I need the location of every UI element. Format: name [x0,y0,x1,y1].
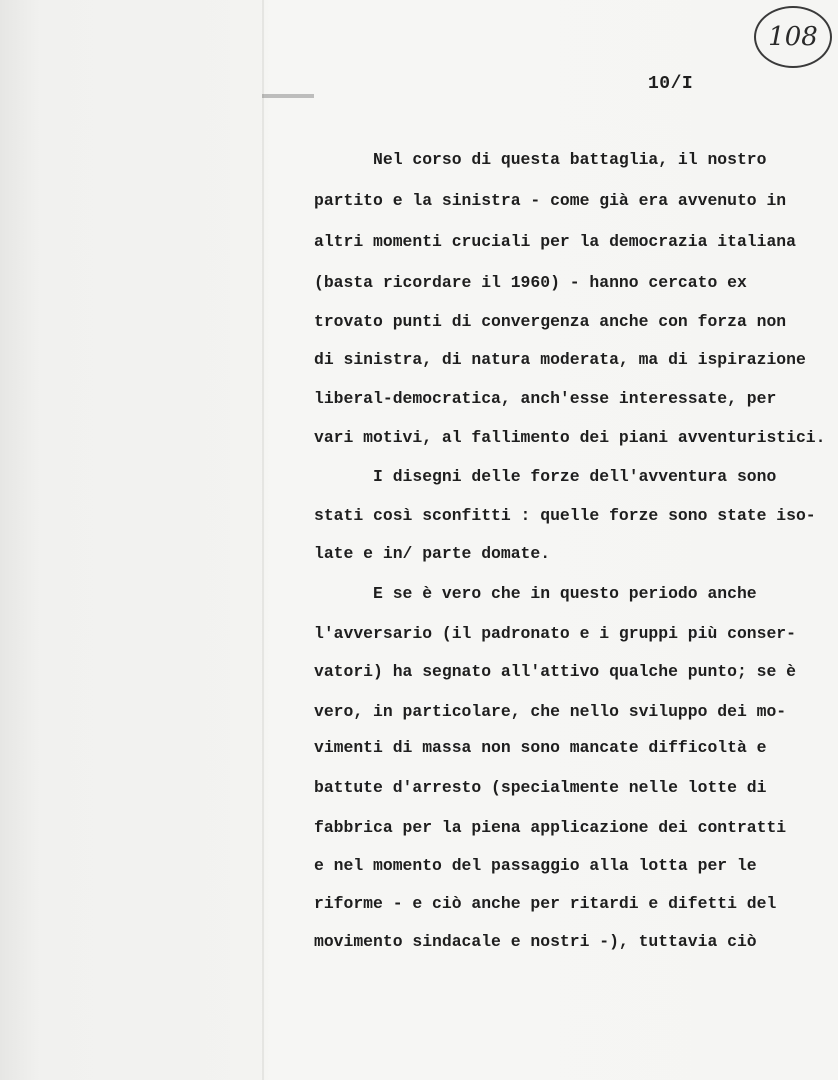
page-fold-shadow [262,0,264,1080]
page-number-stamp [754,6,832,68]
margin-tick-mark [262,94,314,98]
text-line: Nel corso di questa battaglia, il nostro [314,150,767,169]
page-reference: 10/I [648,74,694,94]
text-line: di sinistra, di natura moderata, ma di ispirazione [314,350,806,369]
text-line: (basta ricordare il 1960) - hanno cercato ex [314,273,747,292]
page-number-stamp-text: 108 [768,22,818,52]
text-line: l'avversario (il padronato e i gruppi più conser- [314,624,796,643]
text-line: movimento sindacale e nostri -), tuttavia ciò [314,932,757,951]
text-line: vero, in particolare, che nello sviluppo dei mo- [314,702,787,721]
text-line: vatori) ha segnato all'attivo qualche punto; se è [314,662,796,681]
text-line: vari motivi, al fallimento dei piani avventuristici. [314,428,826,447]
text-line: e nel momento del passaggio alla lotta per le [314,856,757,875]
text-line: E se è vero che in questo periodo anche [314,584,757,603]
text-line: stati così sconfitti : quelle forze sono state iso- [314,506,816,525]
text-line: partito e la sinistra - come già era avvenuto in [314,191,787,210]
text-line: battute d'arresto (specialmente nelle lotte di [314,778,767,797]
text-line: liberal-democratica, anch'esse interessate, per [314,389,777,408]
text-line: fabbrica per la piena applicazione dei contratti [314,818,787,837]
text-line: trovato punti di convergenza anche con forza non [314,312,787,331]
text-line: I disegni delle forze dell'avventura sono [314,467,777,486]
text-line: vimenti di massa non sono mancate difficoltà e [314,738,767,757]
text-line: altri momenti cruciali per la democrazia italiana [314,232,796,251]
text-line: late e in/ parte domate. [314,544,551,563]
text-line: riforme - e ciò anche per ritardi e difetti del [314,894,777,913]
